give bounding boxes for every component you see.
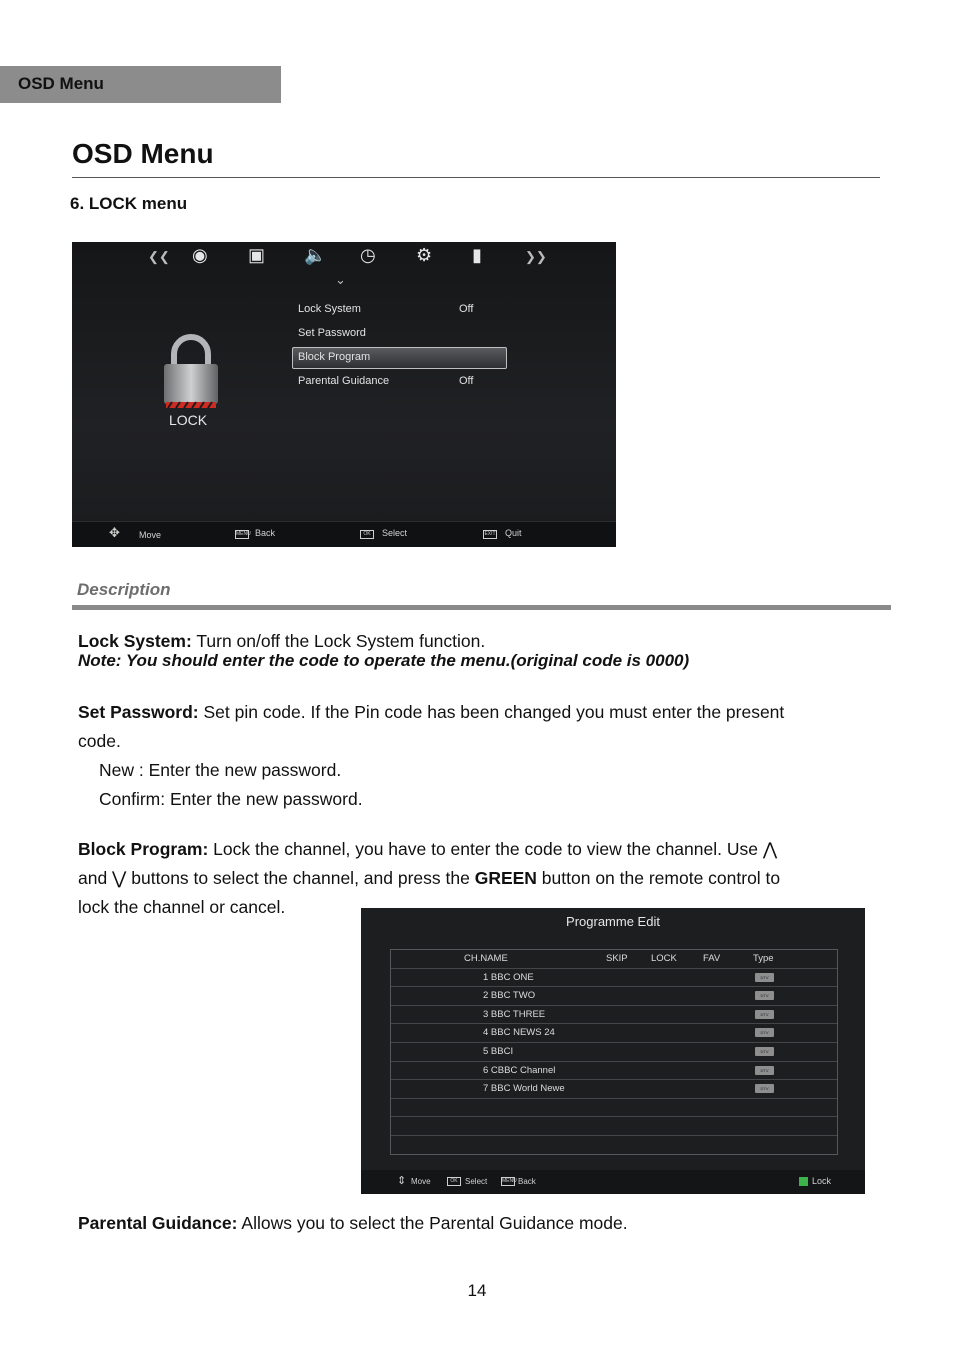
col-type: Type	[753, 953, 774, 964]
dtv-badge: DTV	[755, 1028, 774, 1037]
lock-system-term: Lock System:	[78, 631, 192, 651]
chevron-down-icon: ⌄	[335, 272, 346, 287]
channel-name: 3 BBC THREE	[483, 1008, 546, 1020]
col-skip: SKIP	[606, 953, 628, 964]
green-key-icon	[799, 1177, 808, 1186]
footer-select: Select	[382, 528, 408, 538]
page-number: 14	[467, 1281, 487, 1300]
block-program-term: Block Program:	[78, 839, 209, 859]
empty-row	[391, 1117, 837, 1136]
table-row[interactable]	[391, 1080, 837, 1099]
menu-item-lock-system[interactable]: Lock System	[298, 303, 361, 315]
menu-item-parental-guidance[interactable]: Parental Guidance	[298, 375, 390, 387]
empty-row	[391, 1136, 837, 1155]
block-program-line1: Lock the channel, you have to enter the code to view the channel. Use ⋀	[208, 839, 778, 859]
set-password-line2: code.	[78, 731, 121, 751]
exit-key-icon: EXIT	[484, 531, 496, 538]
table-row[interactable]	[391, 969, 837, 988]
title-divider	[72, 177, 880, 178]
green-button-term: GREEN	[474, 868, 537, 888]
channel-name: 6 CBBC Channel	[483, 1064, 556, 1076]
table-row[interactable]	[391, 1024, 837, 1043]
move-arrows-icon: ✥	[109, 525, 120, 540]
ok-key-icon: OK	[360, 529, 379, 539]
set-password-term: Set Password:	[78, 702, 199, 722]
gear-icon: ⚙	[416, 245, 433, 265]
programme-table	[390, 949, 838, 1155]
footer-select: Select	[465, 1177, 488, 1186]
set-password-line1: Set pin code. If the Pin code has been changed you must enter the present	[198, 702, 785, 722]
programme-edit-title: Programme Edit	[566, 914, 660, 929]
chevron-left-icon: ❮❮	[148, 249, 170, 264]
channel-name: 1 BBC ONE	[483, 971, 534, 983]
page-title: OSD Menu	[72, 138, 214, 169]
description-heading: Description	[77, 580, 171, 599]
dtv-badge: DTV	[755, 973, 774, 982]
sound-icon: 🔈	[304, 245, 327, 265]
footer-move: Move	[411, 1177, 431, 1186]
set-password-confirm: Confirm: Enter the new password.	[99, 789, 363, 809]
channel-icon: ◉	[192, 245, 208, 265]
menu-value-lock-system: Off	[459, 303, 474, 315]
block-program-line2b: button on the remote control to	[536, 868, 781, 888]
footer-lock: Lock	[799, 1176, 831, 1186]
table-header-row	[391, 950, 837, 969]
lock-label: LOCK	[169, 412, 208, 428]
block-program-line3: lock the channel or cancel.	[78, 897, 286, 917]
channel-name: 5 BBCI	[483, 1046, 514, 1057]
footer-quit: Quit	[505, 528, 522, 538]
set-password-paragraph	[78, 698, 784, 814]
dtv-badge: DTV	[755, 1010, 774, 1019]
table-row[interactable]	[391, 1043, 837, 1062]
set-password-new: New : Enter the new password.	[99, 760, 342, 780]
lock-menu-footer	[72, 521, 616, 547]
lock-menu-screenshot	[72, 242, 616, 547]
menu-item-block-program[interactable]: Block Program	[298, 351, 371, 363]
lock-system-text: Turn on/off the Lock System function.	[191, 631, 486, 651]
chevron-right-icon: ❯❯	[525, 249, 547, 264]
table-row[interactable]	[391, 987, 837, 1006]
menu-item-set-password[interactable]: Set Password	[298, 327, 366, 339]
col-ch-name: CH.NAME	[464, 953, 508, 964]
dtv-badge: DTV	[755, 1084, 774, 1093]
menu-icon-bar	[72, 242, 616, 268]
clock-icon: ◷	[360, 245, 376, 265]
block-program-line2a: and ⋁ buttons to select the channel, and press the	[78, 868, 475, 888]
parental-guidance-paragraph	[78, 1209, 628, 1238]
dtv-badge: DTV	[755, 1066, 774, 1075]
parental-guidance-text: Allows you to select the Parental Guidance mode.	[237, 1213, 628, 1233]
footer-back: Back	[255, 528, 276, 538]
footer-move: Move	[139, 530, 162, 540]
footer-back: Back	[518, 1177, 536, 1186]
dtv-badge: DTV	[755, 991, 774, 1000]
menu-key-icon: MENU	[502, 1178, 517, 1185]
col-lock: LOCK	[651, 953, 677, 964]
empty-row	[391, 1099, 837, 1118]
menu-value-parental-guidance: Off	[459, 375, 474, 387]
ok-key-icon: OK	[447, 1176, 466, 1186]
picture-icon: ▣	[248, 245, 266, 265]
table-row[interactable]	[391, 1062, 837, 1081]
menu-key-icon: MENU	[236, 531, 251, 538]
lock-icon: ▮	[472, 245, 482, 265]
section-heading: 6. LOCK menu	[70, 194, 188, 213]
up-down-icon: ⇕	[397, 1175, 407, 1187]
channel-name: 4 BBC NEWS 24	[483, 1027, 555, 1039]
programme-edit-screenshot	[361, 908, 865, 1194]
dtv-badge: DTV	[755, 1047, 774, 1056]
channel-name: 7 BBC World Newe	[483, 1083, 565, 1095]
channel-name: 2 BBC TWO	[483, 990, 536, 1002]
programme-edit-footer	[361, 1170, 865, 1194]
header-tab: OSD Menu	[0, 66, 281, 103]
parental-guidance-term: Parental Guidance:	[78, 1213, 238, 1233]
note-text: Note: You should enter the code to operate the menu.(original code is 0000)	[78, 651, 690, 670]
col-fav: FAV	[703, 953, 721, 964]
table-row[interactable]	[391, 1006, 837, 1025]
description-divider	[72, 605, 891, 610]
